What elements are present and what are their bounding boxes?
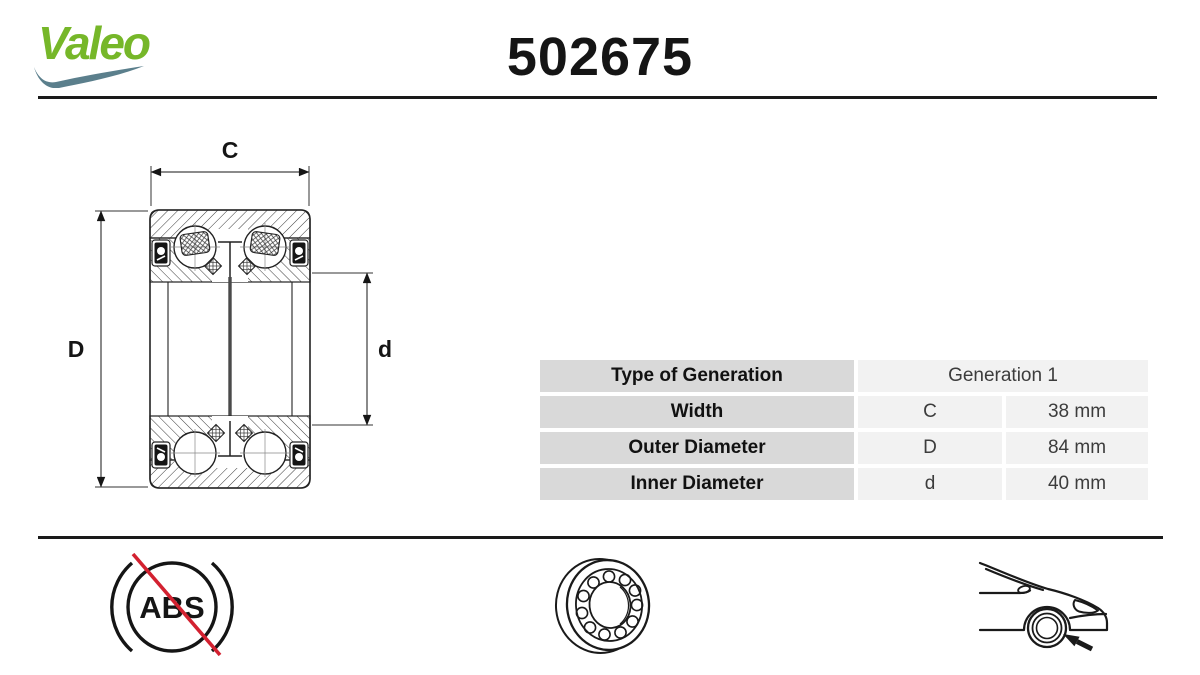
dim-outer-label: D [67, 336, 85, 362]
page-title: 502675 [506, 27, 694, 87]
seal-bottom-right [290, 442, 308, 468]
spec-row-width-value: 38 mm [1006, 396, 1148, 428]
wheel-bearing-arrow-icon [1063, 634, 1092, 649]
dimension-c [151, 166, 309, 206]
spec-row-width-symbol: C [858, 396, 1002, 428]
spec-row-generation-label: Type of Generation [540, 360, 854, 392]
spec-row-outer-diameter-value: 84 mm [1006, 432, 1148, 464]
car-front-wheel-icon [965, 552, 1135, 667]
valeo-logo-text: Valeo [38, 17, 150, 69]
footer-divider [38, 536, 1163, 539]
seal-top-right [290, 240, 308, 266]
header-divider [38, 96, 1157, 99]
seal-bottom-left [152, 442, 170, 468]
no-abs-icon [105, 545, 245, 670]
spec-row-outer-diameter-label: Outer Diameter [540, 432, 854, 464]
dim-inner-label: d [377, 336, 393, 362]
bearing-cross-section-drawing [60, 130, 420, 520]
bearing-body [150, 210, 310, 488]
dimension-inner [312, 273, 373, 425]
spec-row-width-label: Width [540, 396, 854, 428]
spec-row-generation-value: Generation 1 [858, 360, 1148, 392]
seal-top-left [152, 240, 170, 266]
spec-table [540, 360, 1148, 500]
bearing-icon [548, 550, 663, 662]
dim-c-label: C [221, 137, 239, 163]
spec-row-inner-diameter-symbol: d [858, 468, 1002, 500]
dimension-outer [95, 211, 148, 487]
spec-row-inner-diameter-value: 40 mm [1006, 468, 1148, 500]
spec-row-inner-diameter-label: Inner Diameter [540, 468, 854, 500]
abs-label: ABS [139, 590, 205, 625]
spec-row-outer-diameter-symbol: D [858, 432, 1002, 464]
